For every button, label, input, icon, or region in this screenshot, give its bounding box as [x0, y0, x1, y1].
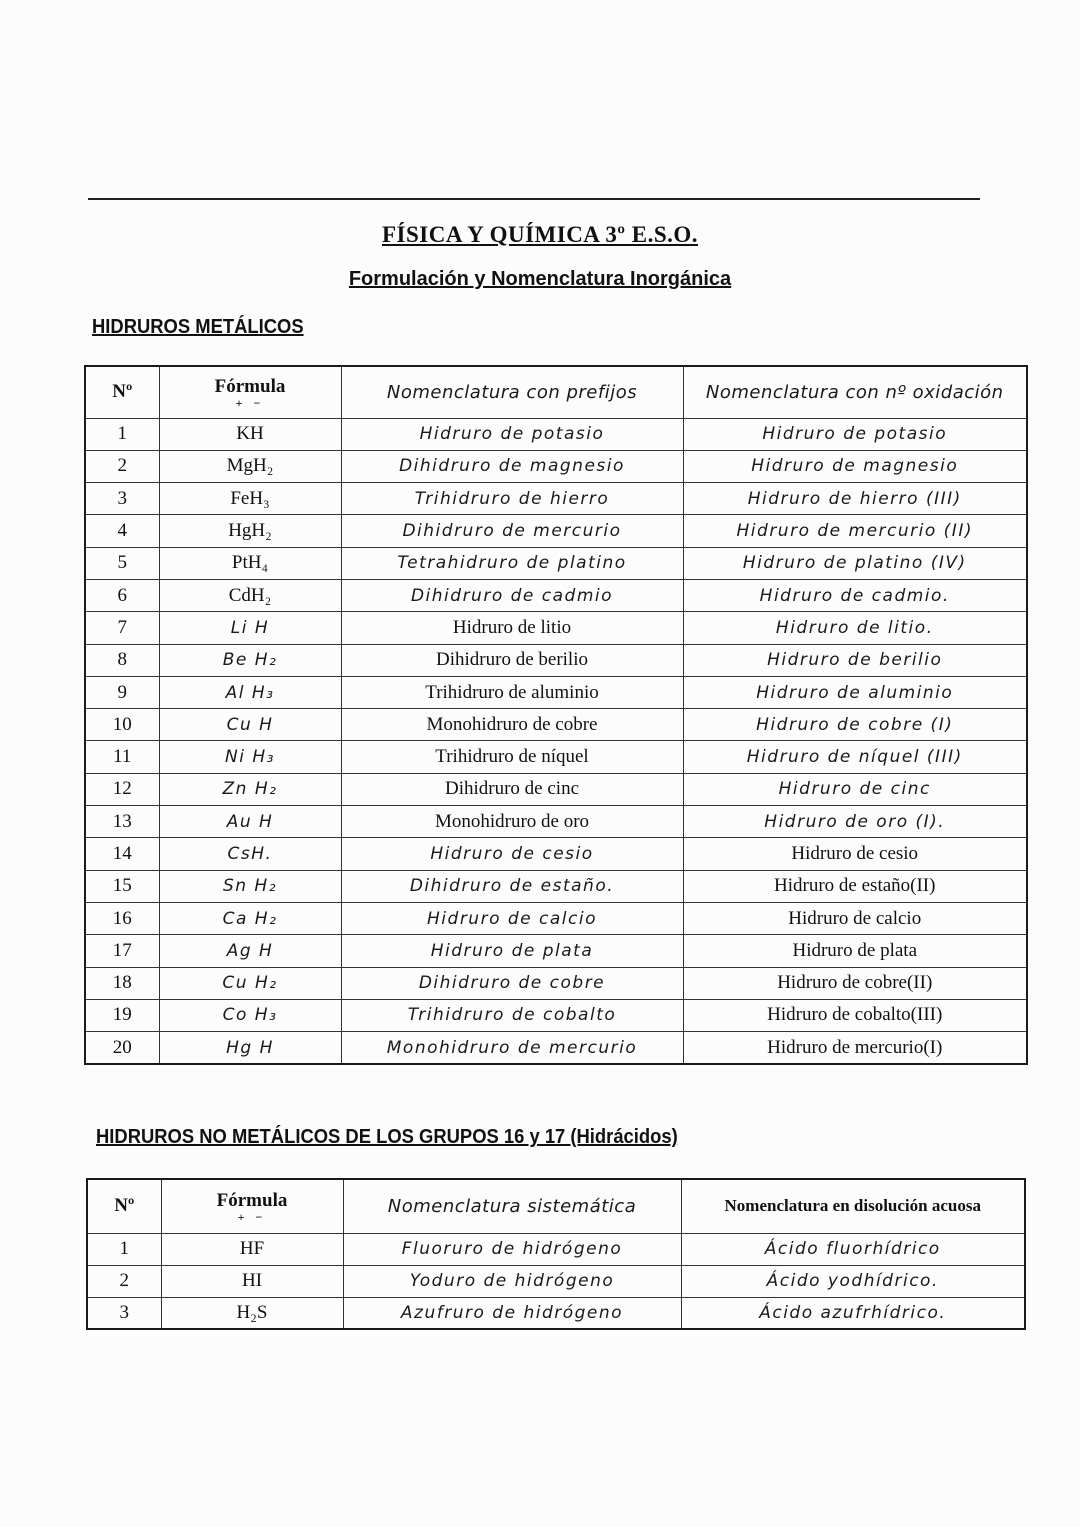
cell-oxidacion: Hidruro de cobre (I) — [683, 709, 1027, 741]
cell-prefijos: Monohidruro de cobre — [341, 709, 683, 741]
cell-formula: PtH₄ — [159, 547, 341, 579]
cell-num: 2 — [85, 450, 159, 482]
cell-num: 9 — [85, 676, 159, 708]
cell-formula: MgH₂ — [159, 450, 341, 482]
table-header-row — [85, 366, 1027, 418]
cell-oxidacion: Hidruro de cobre(II) — [683, 967, 1027, 999]
cell-formula: Be H₂ — [159, 644, 341, 676]
table-row — [87, 1297, 1025, 1329]
col-header-formula-signs: + − — [237, 1210, 267, 1225]
cell-oxidacion: Hidruro de estaño(II) — [683, 870, 1027, 902]
cell-formula: CsH. — [159, 838, 341, 870]
cell-num: 1 — [85, 418, 159, 450]
cell-oxidacion: Hidruro de mercurio(I) — [683, 1032, 1027, 1064]
cell-num: 5 — [85, 547, 159, 579]
cell-formula: HgH₂ — [159, 515, 341, 547]
cell-prefijos: Dihidruro de estaño. — [341, 870, 683, 902]
col-header-formula — [161, 1179, 343, 1233]
cell-prefijos: Dihidruro de magnesio — [341, 450, 683, 482]
cell-formula: Hg H — [159, 1032, 341, 1064]
cell-prefijos: Hidruro de potasio — [341, 418, 683, 450]
cell-num: 12 — [85, 773, 159, 805]
cell-num: 11 — [85, 741, 159, 773]
cell-num: 7 — [85, 612, 159, 644]
cell-num: 18 — [85, 967, 159, 999]
cell-num: 15 — [85, 870, 159, 902]
col-header-formula — [159, 366, 341, 418]
cell-prefijos: Hidruro de calcio — [341, 902, 683, 934]
table-row — [85, 999, 1027, 1031]
cell-formula: Sn H₂ — [159, 870, 341, 902]
cell-num: 10 — [85, 709, 159, 741]
cell-prefijos: Monohidruro de oro — [341, 806, 683, 838]
col-header-formula-signs: + − — [235, 396, 265, 411]
table-row — [85, 515, 1027, 547]
cell-oxidacion: Hidruro de aluminio — [683, 676, 1027, 708]
cell-oxidacion: Hidruro de platino (IV) — [683, 547, 1027, 579]
cell-num: 13 — [85, 806, 159, 838]
cell-oxidacion: Hidruro de potasio — [683, 418, 1027, 450]
cell-prefijos: Hidruro de cesio — [341, 838, 683, 870]
col-header-prefijos: Nomenclatura con prefijos — [341, 366, 683, 418]
table-row — [85, 450, 1027, 482]
col-header-num: Nº — [87, 1179, 161, 1233]
cell-prefijos: Dihidruro de berilio — [341, 644, 683, 676]
page-title: FÍSICA Y QUÍMICA 3º E.S.O. — [381, 222, 699, 247]
table-row — [85, 418, 1027, 450]
table-row — [85, 806, 1027, 838]
cell-prefijos: Dihidruro de mercurio — [341, 515, 683, 547]
cell-sistematica: Azufruro de hidrógeno — [343, 1297, 681, 1329]
cell-formula: Al H₃ — [159, 676, 341, 708]
cell-num: 20 — [85, 1032, 159, 1064]
cell-oxidacion: Hidruro de plata — [683, 935, 1027, 967]
cell-num: 1 — [87, 1233, 161, 1265]
cell-num: 19 — [85, 999, 159, 1031]
table-row — [85, 935, 1027, 967]
cell-prefijos: Hidruro de litio — [341, 612, 683, 644]
table-row — [85, 1032, 1027, 1064]
col-header-formula-label: Fórmula — [216, 1190, 288, 1212]
cell-formula: CdH₂ — [159, 579, 341, 611]
section-title-hidracidos: HIDRUROS NO METÁLICOS DE LOS GRUPOS 16 y 17 (Hidrácidos) — [96, 1126, 678, 1148]
cell-oxidacion: Hidruro de níquel (III) — [683, 741, 1027, 773]
cell-prefijos: Tetrahidruro de platino — [341, 547, 683, 579]
table-row — [85, 709, 1027, 741]
top-rule — [88, 198, 980, 200]
cell-num: 8 — [85, 644, 159, 676]
cell-oxidacion: Hidruro de litio. — [683, 612, 1027, 644]
col-header-num: Nº — [85, 366, 159, 418]
cell-formula: Cu H — [159, 709, 341, 741]
cell-formula: Ag H — [159, 935, 341, 967]
col-header-acuosa: Nomenclatura en disolución acuosa — [681, 1179, 1025, 1233]
cell-oxidacion: Hidruro de cadmio. — [683, 579, 1027, 611]
cell-num: 14 — [85, 838, 159, 870]
cell-num: 4 — [85, 515, 159, 547]
cell-oxidacion: Hidruro de cesio — [683, 838, 1027, 870]
cell-oxidacion: Hidruro de berilio — [683, 644, 1027, 676]
page-subtitle: Formulación y Nomenclatura Inorgánica — [348, 268, 732, 290]
cell-num: 2 — [87, 1265, 161, 1297]
cell-acuosa: Ácido yodhídrico. — [681, 1265, 1025, 1297]
table-row — [85, 870, 1027, 902]
table-row — [85, 676, 1027, 708]
table-row — [85, 547, 1027, 579]
table-hidruros-metalicos — [84, 365, 1028, 1065]
table-row — [85, 741, 1027, 773]
table-row — [85, 612, 1027, 644]
cell-oxidacion: Hidruro de cobalto(III) — [683, 999, 1027, 1031]
cell-prefijos: Dihidruro de cadmio — [341, 579, 683, 611]
cell-formula: FeH₃ — [159, 483, 341, 515]
table-row — [85, 644, 1027, 676]
cell-oxidacion: Hidruro de cinc — [683, 773, 1027, 805]
cell-formula: Au H — [159, 806, 341, 838]
cell-prefijos: Trihidruro de níquel — [341, 741, 683, 773]
table-row — [85, 902, 1027, 934]
cell-num: 3 — [87, 1297, 161, 1329]
cell-prefijos: Dihidruro de cinc — [341, 773, 683, 805]
section-title-hidruros-metalicos: HIDRUROS METÁLICOS — [92, 316, 304, 338]
table-row — [85, 483, 1027, 515]
cell-formula: Zn H₂ — [159, 773, 341, 805]
col-header-sistematica: Nomenclatura sistemática — [343, 1179, 681, 1233]
table-row — [85, 967, 1027, 999]
cell-num: 17 — [85, 935, 159, 967]
cell-formula: HF — [161, 1233, 343, 1265]
cell-formula: Co H₃ — [159, 999, 341, 1031]
cell-formula: H₂S — [161, 1297, 343, 1329]
cell-prefijos: Monohidruro de mercurio — [341, 1032, 683, 1064]
cell-num: 16 — [85, 902, 159, 934]
cell-oxidacion: Hidruro de calcio — [683, 902, 1027, 934]
cell-formula: Ni H₃ — [159, 741, 341, 773]
col-header-oxidacion: Nomenclatura con nº oxidación — [683, 366, 1027, 418]
cell-sistematica: Fluoruro de hidrógeno — [343, 1233, 681, 1265]
table-row — [85, 579, 1027, 611]
cell-formula: KH — [159, 418, 341, 450]
cell-oxidacion: Hidruro de hierro (III) — [683, 483, 1027, 515]
cell-oxidacion: Hidruro de mercurio (II) — [683, 515, 1027, 547]
cell-acuosa: Ácido fluorhídrico — [681, 1233, 1025, 1265]
cell-acuosa: Ácido azufrhídrico. — [681, 1297, 1025, 1329]
cell-sistematica: Yoduro de hidrógeno — [343, 1265, 681, 1297]
cell-formula: Li H — [159, 612, 341, 644]
table-row — [85, 838, 1027, 870]
table-row — [87, 1233, 1025, 1265]
table-row — [85, 773, 1027, 805]
cell-prefijos: Trihidruro de aluminio — [341, 676, 683, 708]
cell-formula: Ca H₂ — [159, 902, 341, 934]
cell-formula: Cu H₂ — [159, 967, 341, 999]
cell-oxidacion: Hidruro de magnesio — [683, 450, 1027, 482]
cell-prefijos: Hidruro de plata — [341, 935, 683, 967]
cell-oxidacion: Hidruro de oro (I). — [683, 806, 1027, 838]
table-header-row — [87, 1179, 1025, 1233]
table-row — [87, 1265, 1025, 1297]
cell-num: 3 — [85, 483, 159, 515]
table-hidracidos — [86, 1178, 1026, 1330]
cell-prefijos: Dihidruro de cobre — [341, 967, 683, 999]
cell-prefijos: Trihidruro de hierro — [341, 483, 683, 515]
cell-formula: HI — [161, 1265, 343, 1297]
cell-prefijos: Trihidruro de cobalto — [341, 999, 683, 1031]
col-header-formula-label: Fórmula — [214, 376, 286, 398]
cell-num: 6 — [85, 579, 159, 611]
